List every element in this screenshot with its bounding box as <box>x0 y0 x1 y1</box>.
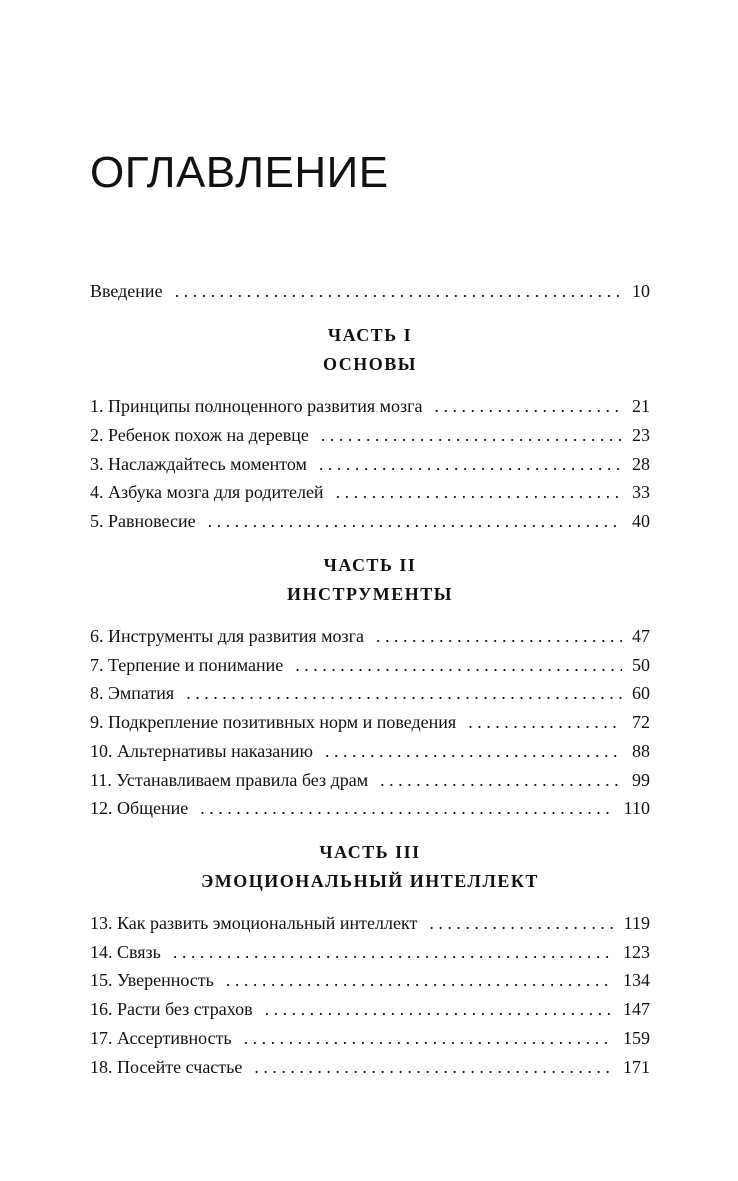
toc-entry-page: 47 <box>632 626 650 646</box>
toc-entry-label: 8. Эмпатия <box>90 683 175 703</box>
toc-entry-label: 17. Ассертивность <box>90 1028 232 1048</box>
toc-entry-label: 1. Принципы полноценного развития мозга <box>90 396 423 416</box>
toc-entry[interactable] <box>90 913 650 937</box>
toc-entry[interactable] <box>90 1057 650 1081</box>
dot-leader <box>208 511 622 532</box>
toc-entry-page: 99 <box>632 770 650 790</box>
dot-leader <box>376 626 622 647</box>
toc-entry-page: 21 <box>632 396 650 416</box>
toc-entry-label: 12. Общение <box>90 798 189 818</box>
dot-leader <box>295 655 622 676</box>
toc-entry-label: 18. Посейте счастье <box>90 1057 243 1077</box>
toc-entry[interactable] <box>90 655 650 679</box>
toc-entry-label: Введение <box>90 281 163 301</box>
dot-leader <box>244 1028 613 1049</box>
toc-entry[interactable] <box>90 454 650 478</box>
page-title: ОГЛАВЛЕНИЕ <box>90 148 389 197</box>
toc-entry[interactable] <box>90 1028 650 1052</box>
dot-leader <box>321 425 622 446</box>
dot-leader <box>200 798 613 819</box>
toc-entry-page: 171 <box>623 1057 650 1077</box>
toc-entry[interactable] <box>90 482 650 506</box>
toc-entry-page: 110 <box>623 798 650 818</box>
toc-entry-page: 123 <box>623 942 650 962</box>
dot-leader <box>254 1057 613 1078</box>
toc-entry-page: 50 <box>632 655 650 675</box>
part-title: ОСНОВЫ <box>323 354 417 374</box>
toc-entry-page: 33 <box>632 482 650 502</box>
toc-entry[interactable] <box>90 770 650 794</box>
toc-entry-page: 88 <box>632 741 650 761</box>
toc-entry-intro[interactable] <box>90 281 650 305</box>
toc-entry-label: 4. Азбука мозга для родителей <box>90 482 324 502</box>
toc-entry-label: 11. Устанавливаем правила без драм <box>90 770 369 790</box>
toc-entry-page: 72 <box>632 712 650 732</box>
toc-entry-label: 13. Как развить эмоциональный интеллект <box>90 913 418 933</box>
toc-entry-page: 40 <box>632 511 650 531</box>
toc-entry[interactable] <box>90 999 650 1023</box>
dot-leader <box>319 454 622 475</box>
dot-leader <box>380 770 622 791</box>
part-title: ИНСТРУМЕНТЫ <box>287 584 453 604</box>
toc-entry-label: 9. Подкрепление позитивных норм и поведения <box>90 712 457 732</box>
toc-entry[interactable] <box>90 798 650 822</box>
dot-leader <box>175 281 622 302</box>
toc-entry[interactable] <box>90 712 650 736</box>
dot-leader <box>226 970 613 991</box>
toc-entry-label: 2. Ребенок похож на деревце <box>90 425 309 445</box>
toc-entry[interactable] <box>90 942 650 966</box>
dot-leader <box>468 712 622 733</box>
toc-entry-label: 16. Расти без страхов <box>90 999 253 1019</box>
dot-leader <box>336 482 622 503</box>
toc-entry-label: 6. Инструменты для развития мозга <box>90 626 365 646</box>
toc-entry[interactable] <box>90 683 650 707</box>
toc-entry-page: 60 <box>632 683 650 703</box>
toc-entry[interactable] <box>90 741 650 765</box>
toc-entry-page: 119 <box>623 913 650 933</box>
toc-entry-page: 28 <box>632 454 650 474</box>
dot-leader <box>265 999 613 1020</box>
dot-leader <box>434 396 622 417</box>
toc-entry[interactable] <box>90 511 650 535</box>
toc-entry-page: 23 <box>632 425 650 445</box>
toc-entry[interactable] <box>90 626 650 650</box>
dot-leader <box>325 741 622 762</box>
dot-leader <box>173 942 613 963</box>
toc-entry-page: 134 <box>623 970 650 990</box>
toc-entry[interactable] <box>90 396 650 420</box>
part-title: ЭМОЦИОНАЛЬНЫЙ ИНТЕЛЛЕКТ <box>201 871 539 891</box>
toc-entry-label: 7. Терпение и понимание <box>90 655 284 675</box>
dot-leader <box>429 913 613 934</box>
part-heading: ЧАСТЬ I <box>327 325 413 345</box>
part-heading: ЧАСТЬ III <box>319 842 421 862</box>
toc-entry[interactable] <box>90 970 650 994</box>
toc-entry-page: 147 <box>623 999 650 1019</box>
part-heading: ЧАСТЬ II <box>323 555 417 575</box>
dot-leader <box>186 683 622 704</box>
toc-entry-label: 14. Связь <box>90 942 161 962</box>
toc-entry-page: 10 <box>632 281 650 301</box>
toc-entry-label: 15. Уверенность <box>90 970 214 990</box>
toc-entry-label: 5. Равновесие <box>90 511 196 531</box>
toc-entry-label: 10. Альтернативы наказанию <box>90 741 314 761</box>
toc-entry[interactable] <box>90 425 650 449</box>
toc-entry-page: 159 <box>623 1028 650 1048</box>
toc-entry-label: 3. Наслаждайтесь моментом <box>90 454 307 474</box>
